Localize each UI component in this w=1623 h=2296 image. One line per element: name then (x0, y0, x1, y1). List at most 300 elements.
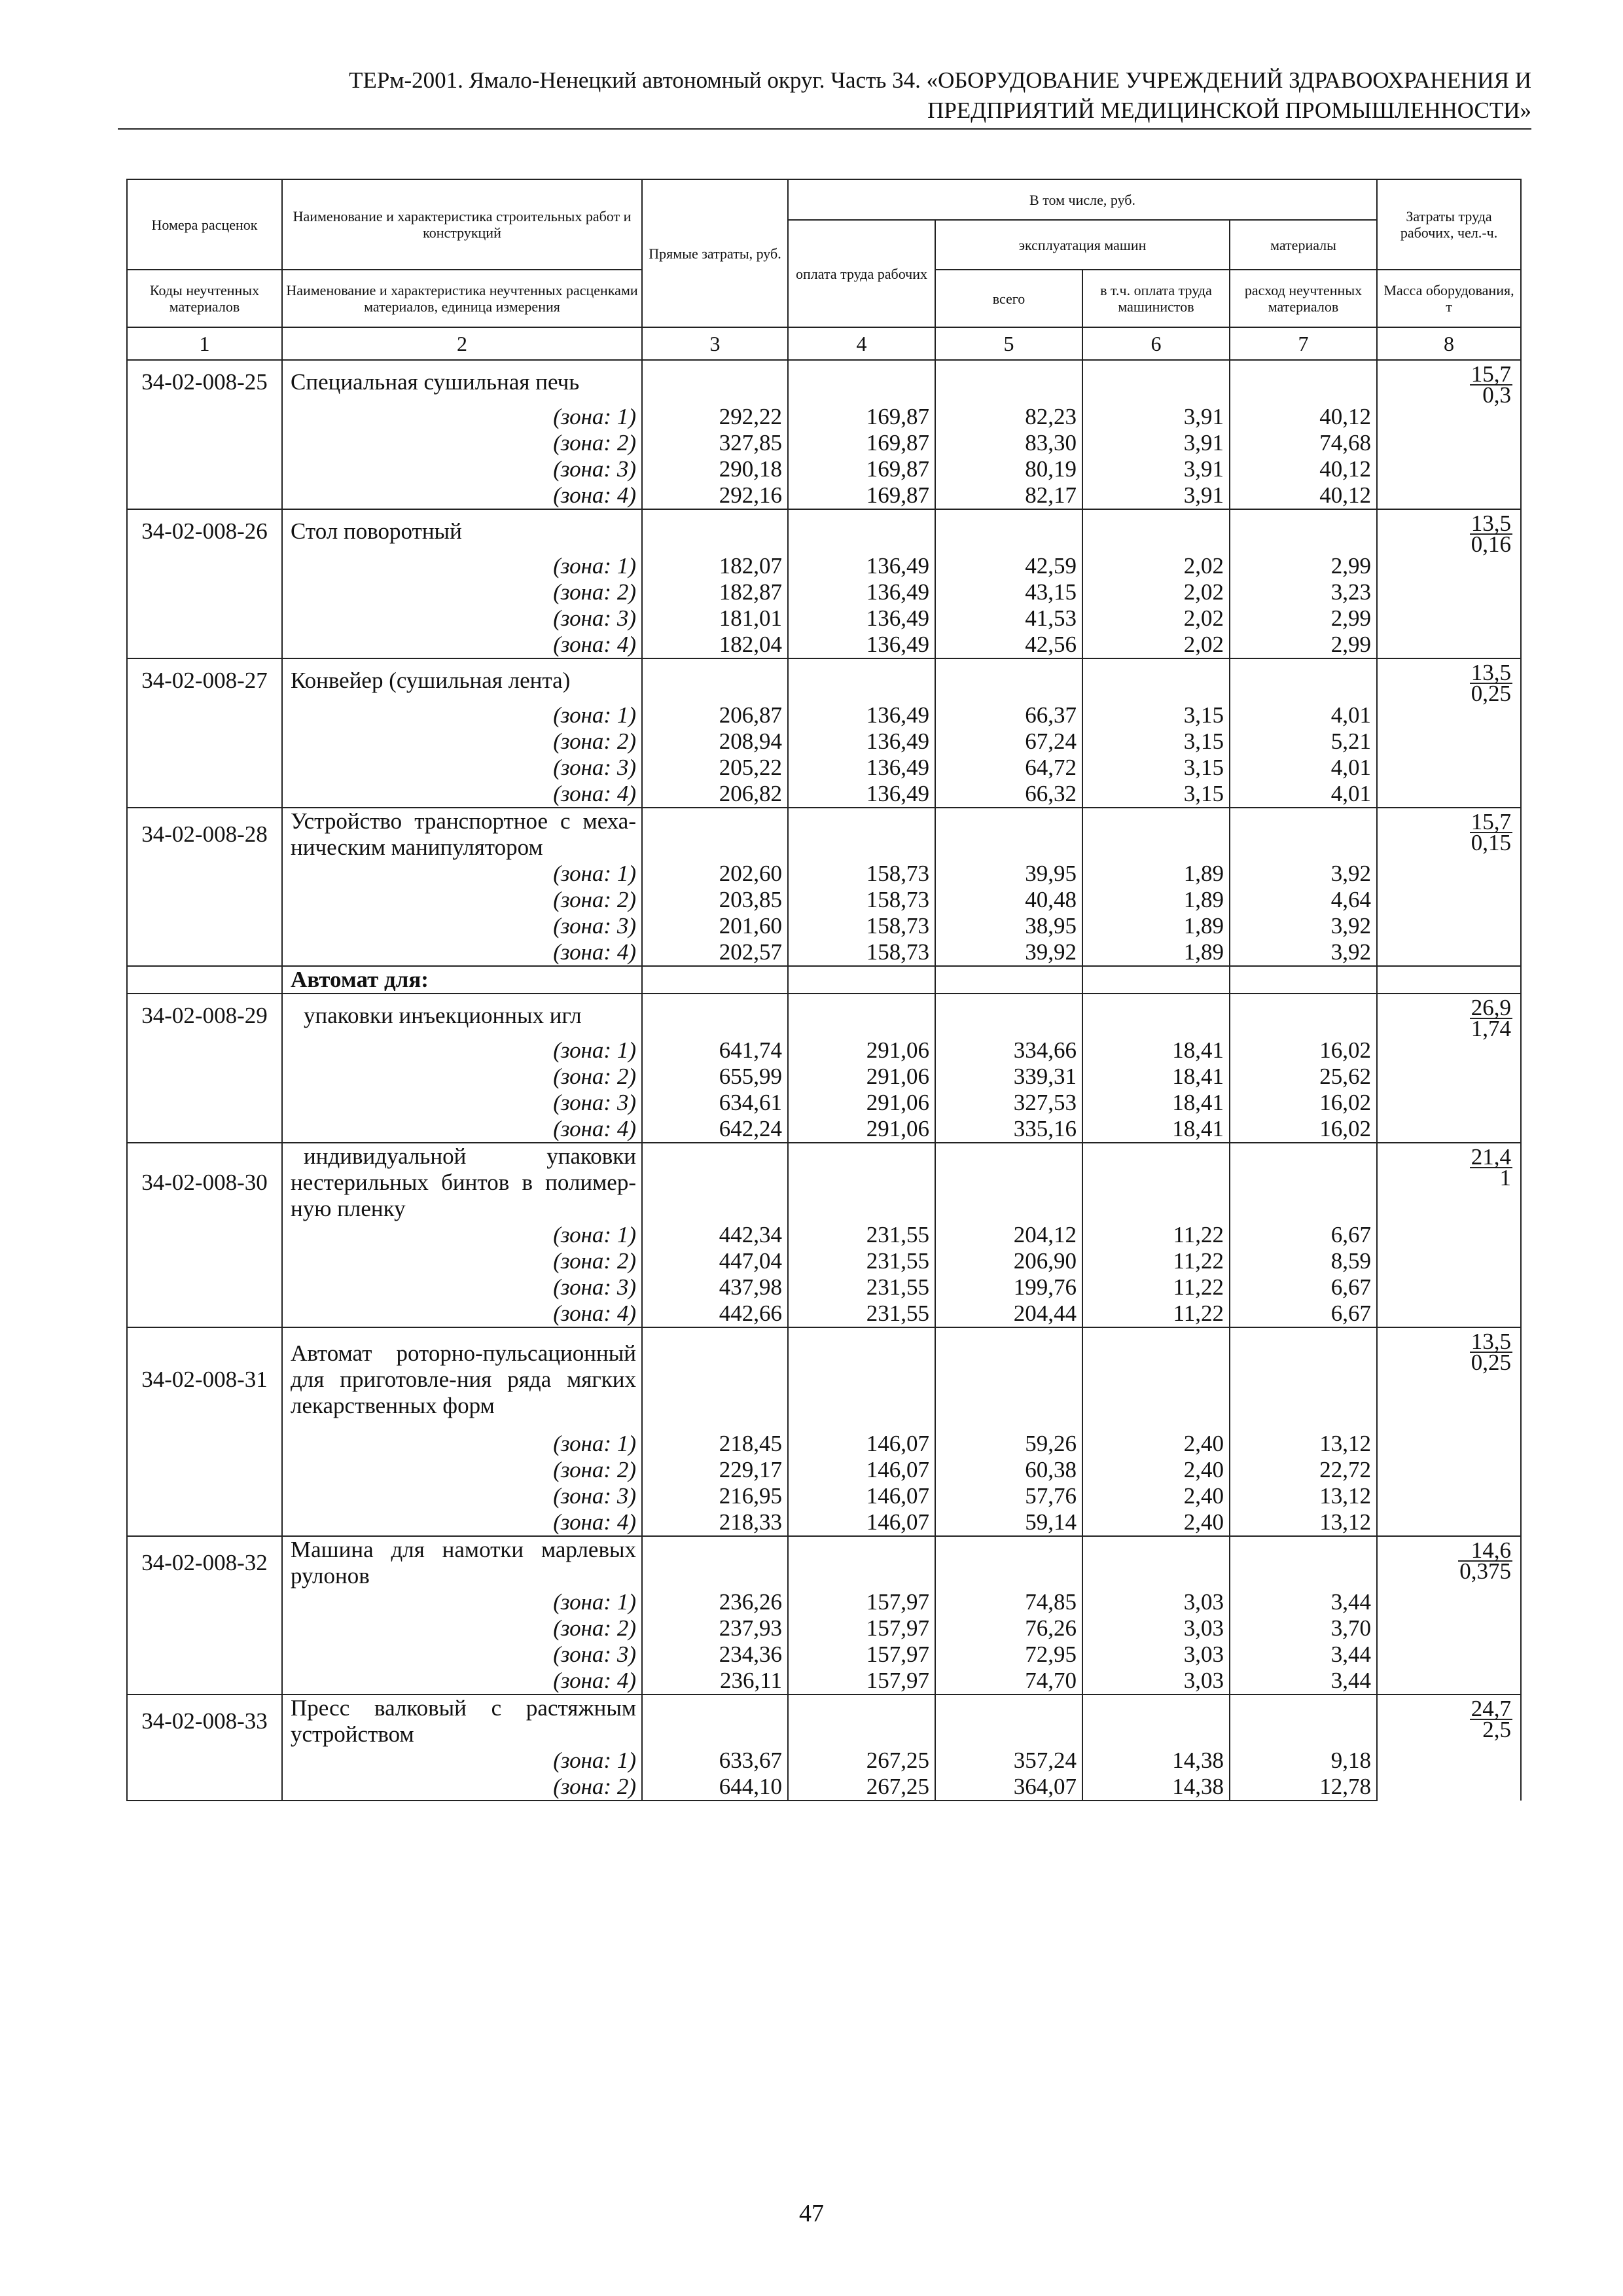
empty-cell (127, 1090, 282, 1116)
empty-cell (127, 482, 282, 509)
empty-cell (935, 994, 1082, 1037)
materials-value: 16,02 (1230, 1116, 1377, 1143)
zone-label: (зона: 4) (282, 1300, 642, 1327)
zone-row (127, 755, 1521, 781)
operator-wages-value: 1,89 (1082, 861, 1230, 887)
worker-wages-value: 291,06 (788, 1090, 935, 1116)
machines-total-value: 83,30 (935, 430, 1082, 456)
column-numbers-row (127, 327, 1521, 360)
materials-value: 40,12 (1230, 456, 1377, 482)
direct-costs-value: 203,85 (642, 887, 788, 913)
operator-wages-value: 2,02 (1082, 632, 1230, 658)
zone-label: (зона: 2) (282, 887, 642, 913)
materials-value: 74,68 (1230, 430, 1377, 456)
empty-cell (642, 1695, 788, 1748)
empty-cell (935, 1143, 1082, 1222)
empty-cell (127, 1668, 282, 1695)
materials-value: 22,72 (1230, 1457, 1377, 1483)
materials-value: 6,67 (1230, 1300, 1377, 1327)
operator-wages-value: 1,89 (1082, 887, 1230, 913)
labor-and-mass (1377, 994, 1521, 1143)
equipment-mass-value: 0,375 (1459, 1558, 1512, 1584)
direct-costs-value: 634,61 (642, 1090, 788, 1116)
materials-value: 4,01 (1230, 702, 1377, 728)
table-header (127, 179, 1521, 360)
materials-value: 40,12 (1230, 404, 1377, 430)
rate-name: Специальная сушильная печь (282, 360, 642, 404)
rate-name: Пресс валковый с растяжным устройством (282, 1695, 642, 1748)
materials-value: 40,12 (1230, 482, 1377, 509)
machines-total-value: 82,17 (935, 482, 1082, 509)
empty-cell (1230, 966, 1377, 994)
operator-wages-value: 2,40 (1082, 1509, 1230, 1536)
machines-total-value: 206,90 (935, 1248, 1082, 1274)
rate-name: Конвейер (сушильная лента) (282, 658, 642, 702)
materials-value: 13,12 (1230, 1483, 1377, 1509)
worker-wages-value: 231,55 (788, 1248, 935, 1274)
zone-row (127, 1509, 1521, 1536)
header-line-1: ТЕРм-2001. Ямало-Ненецкий автономный округ. Часть 34. «ОБОРУДОВАНИЕ УЧРЕЖДЕНИЙ ЗДРАВООХРАНЕНИЯ И (349, 67, 1531, 93)
operator-wages-value: 3,15 (1082, 728, 1230, 755)
zone-row (127, 887, 1521, 913)
materials-value: 2,99 (1230, 605, 1377, 632)
header-work-name: Наименование и характеристика строительных работ и конструкций (282, 179, 642, 270)
materials-value: 16,02 (1230, 1090, 1377, 1116)
operator-wages-value: 2,40 (1082, 1457, 1230, 1483)
rate-code: 34-02-008-29 (127, 994, 282, 1037)
header-rate-numbers: Номера расценок (127, 179, 282, 270)
direct-costs-value: 201,60 (642, 913, 788, 939)
rate-name: Стол поворотный (282, 509, 642, 553)
empty-cell (1377, 966, 1521, 994)
zone-row (127, 632, 1521, 658)
operator-wages-value: 11,22 (1082, 1300, 1230, 1327)
empty-cell (127, 1483, 282, 1509)
header-labor-costs: Затраты труда рабочих, чел.-ч. (1377, 179, 1521, 270)
zone-row (127, 1222, 1521, 1248)
zone-row (127, 1090, 1521, 1116)
labor-mass-fraction (1470, 1696, 1512, 1742)
labor-costs-value: 24,7 (1471, 1696, 1512, 1721)
labor-costs-value: 21,4 (1471, 1144, 1512, 1170)
worker-wages-value: 136,49 (788, 755, 935, 781)
direct-costs-value: 181,01 (642, 605, 788, 632)
empty-cell (1082, 360, 1230, 404)
direct-costs-value: 644,10 (642, 1774, 788, 1801)
empty-cell (127, 781, 282, 808)
header-worker-wages: оплата труда рабочих (788, 220, 935, 327)
materials-value: 16,02 (1230, 1037, 1377, 1064)
direct-costs-value: 216,95 (642, 1483, 788, 1509)
empty-cell (127, 579, 282, 605)
header-machine-operation: эксплуатация машин (935, 220, 1230, 270)
direct-costs-value: 218,33 (642, 1509, 788, 1536)
empty-cell (1230, 1327, 1377, 1431)
zone-label: (зона: 4) (282, 1668, 642, 1695)
rate-name: индивидуальной упаковки нестерильных бинтов в полимер-ную пленку (282, 1143, 642, 1222)
empty-cell (1082, 966, 1230, 994)
worker-wages-value: 231,55 (788, 1274, 935, 1300)
zone-row (127, 1774, 1521, 1801)
empty-cell (642, 1536, 788, 1589)
column-number: 1 (127, 327, 282, 360)
operator-wages-value: 3,15 (1082, 755, 1230, 781)
operator-wages-value: 3,15 (1082, 702, 1230, 728)
labor-and-mass (1377, 658, 1521, 808)
zone-row (127, 1748, 1521, 1774)
worker-wages-value: 158,73 (788, 913, 935, 939)
operator-wages-value: 18,41 (1082, 1090, 1230, 1116)
zone-row (127, 1457, 1521, 1483)
operator-wages-value: 18,41 (1082, 1064, 1230, 1090)
materials-value: 6,67 (1230, 1274, 1377, 1300)
direct-costs-value: 327,85 (642, 430, 788, 456)
machines-total-value: 40,48 (935, 887, 1082, 913)
machines-total-value: 334,66 (935, 1037, 1082, 1064)
worker-wages-value: 157,97 (788, 1615, 935, 1641)
empty-cell (935, 1695, 1082, 1748)
labor-mass-fraction (1470, 995, 1512, 1041)
machines-total-value: 339,31 (935, 1064, 1082, 1090)
direct-costs-value: 655,99 (642, 1064, 788, 1090)
direct-costs-value: 236,26 (642, 1589, 788, 1615)
zone-label: (зона: 3) (282, 1641, 642, 1668)
empty-cell (788, 658, 935, 702)
rate-title-row (127, 360, 1521, 404)
direct-costs-value: 292,22 (642, 404, 788, 430)
equipment-mass-value: 2,5 (1482, 1717, 1512, 1742)
materials-value: 4,01 (1230, 755, 1377, 781)
equipment-mass-value: 0,16 (1471, 531, 1512, 557)
direct-costs-value: 236,11 (642, 1668, 788, 1695)
empty-cell (127, 1037, 282, 1064)
direct-costs-value: 202,57 (642, 939, 788, 966)
zone-row (127, 430, 1521, 456)
empty-cell (127, 702, 282, 728)
empty-cell (1230, 1695, 1377, 1748)
direct-costs-value: 182,07 (642, 553, 788, 579)
zone-label: (зона: 3) (282, 1483, 642, 1509)
machines-total-value: 67,24 (935, 728, 1082, 755)
zone-row (127, 939, 1521, 966)
zone-label: (зона: 1) (282, 404, 642, 430)
labor-costs-value: 13,5 (1471, 511, 1512, 536)
materials-value: 8,59 (1230, 1248, 1377, 1274)
worker-wages-value: 136,49 (788, 579, 935, 605)
worker-wages-value: 157,97 (788, 1641, 935, 1668)
empty-cell (788, 1536, 935, 1589)
materials-value: 3,70 (1230, 1615, 1377, 1641)
empty-cell (127, 728, 282, 755)
worker-wages-value: 291,06 (788, 1064, 935, 1090)
zone-row (127, 913, 1521, 939)
worker-wages-value: 158,73 (788, 887, 935, 913)
materials-value: 25,62 (1230, 1064, 1377, 1090)
materials-value: 5,21 (1230, 728, 1377, 755)
rate-code: 34-02-008-31 (127, 1327, 282, 1431)
zone-label: (зона: 3) (282, 605, 642, 632)
rate-code: 34-02-008-27 (127, 658, 282, 702)
worker-wages-value: 146,07 (788, 1483, 935, 1509)
zone-label: (зона: 3) (282, 1090, 642, 1116)
zone-row (127, 605, 1521, 632)
column-number: 2 (282, 327, 642, 360)
operator-wages-value: 14,38 (1082, 1774, 1230, 1801)
materials-value: 4,64 (1230, 887, 1377, 913)
worker-wages-value: 146,07 (788, 1509, 935, 1536)
operator-wages-value: 3,03 (1082, 1668, 1230, 1695)
worker-wages-value: 267,25 (788, 1774, 935, 1801)
worker-wages-value: 136,49 (788, 605, 935, 632)
empty-cell (788, 1327, 935, 1431)
column-number: 3 (642, 327, 788, 360)
empty-cell (1230, 1536, 1377, 1589)
materials-value: 3,44 (1230, 1589, 1377, 1615)
materials-value: 3,44 (1230, 1641, 1377, 1668)
machines-total-value: 39,95 (935, 861, 1082, 887)
empty-cell (642, 509, 788, 553)
operator-wages-value: 3,91 (1082, 456, 1230, 482)
zone-row (127, 1037, 1521, 1064)
rate-title-row (127, 1327, 1521, 1431)
empty-cell (935, 808, 1082, 861)
labor-and-mass (1377, 360, 1521, 509)
direct-costs-value: 237,93 (642, 1615, 788, 1641)
empty-cell (642, 1327, 788, 1431)
zone-row (127, 702, 1521, 728)
empty-cell (127, 1431, 282, 1457)
machines-total-value: 72,95 (935, 1641, 1082, 1668)
worker-wages-value: 146,07 (788, 1431, 935, 1457)
machines-total-value: 64,72 (935, 755, 1082, 781)
direct-costs-value: 182,04 (642, 632, 788, 658)
materials-value: 6,67 (1230, 1222, 1377, 1248)
zone-row (127, 1248, 1521, 1274)
empty-cell (788, 994, 935, 1037)
labor-costs-value: 14,6 (1458, 1541, 1512, 1562)
operator-wages-value: 3,15 (1082, 781, 1230, 808)
operator-wages-value: 3,91 (1082, 430, 1230, 456)
worker-wages-value: 157,97 (788, 1589, 935, 1615)
rates-table (126, 179, 1522, 1801)
direct-costs-value: 234,36 (642, 1641, 788, 1668)
materials-value: 13,12 (1230, 1431, 1377, 1457)
empty-cell (1230, 509, 1377, 553)
empty-cell (127, 1641, 282, 1668)
materials-value: 3,92 (1230, 861, 1377, 887)
machines-total-value: 38,95 (935, 913, 1082, 939)
direct-costs-value: 206,87 (642, 702, 788, 728)
zone-row (127, 1064, 1521, 1090)
operator-wages-value: 2,02 (1082, 605, 1230, 632)
empty-cell (935, 1536, 1082, 1589)
empty-cell (1082, 658, 1230, 702)
empty-cell (127, 755, 282, 781)
empty-cell (1082, 808, 1230, 861)
header-material-names: Наименование и характеристика неучтенных расценками материалов, единица измерения (282, 270, 642, 327)
empty-cell (127, 1457, 282, 1483)
machines-total-value: 42,59 (935, 553, 1082, 579)
table-body (127, 360, 1521, 1801)
header-in-total: В том числе, руб. (788, 179, 1377, 220)
zone-row (127, 861, 1521, 887)
zone-label: (зона: 2) (282, 579, 642, 605)
worker-wages-value: 231,55 (788, 1222, 935, 1248)
zone-label: (зона: 2) (282, 1064, 642, 1090)
zone-label: (зона: 2) (282, 1248, 642, 1274)
column-number: 6 (1082, 327, 1230, 360)
rate-title-row (127, 808, 1521, 861)
column-number: 4 (788, 327, 935, 360)
labor-mass-fraction (1470, 809, 1512, 855)
machines-total-value: 66,32 (935, 781, 1082, 808)
machines-total-value: 327,53 (935, 1090, 1082, 1116)
empty-cell (1230, 994, 1377, 1037)
direct-costs-value: 229,17 (642, 1457, 788, 1483)
worker-wages-value: 157,97 (788, 1668, 935, 1695)
zone-row (127, 1300, 1521, 1327)
header-direct-costs: Прямые затраты, руб. (642, 179, 788, 327)
worker-wages-value: 169,87 (788, 456, 935, 482)
header-line-2: ПРЕДПРИЯТИЙ МЕДИЦИНСКОЙ ПРОМЫШЛЕННОСТИ» (927, 98, 1531, 123)
zone-label: (зона: 3) (282, 755, 642, 781)
direct-costs-value: 292,16 (642, 482, 788, 509)
empty-cell (127, 1222, 282, 1248)
header-rule (118, 128, 1531, 130)
worker-wages-value: 169,87 (788, 404, 935, 430)
direct-costs-value: 447,04 (642, 1248, 788, 1274)
zone-row (127, 553, 1521, 579)
direct-costs-value: 206,82 (642, 781, 788, 808)
labor-mass-fraction (1470, 511, 1512, 557)
worker-wages-value: 267,25 (788, 1748, 935, 1774)
operator-wages-value: 18,41 (1082, 1116, 1230, 1143)
materials-value: 3,92 (1230, 939, 1377, 966)
empty-cell (642, 1143, 788, 1222)
empty-cell (935, 360, 1082, 404)
worker-wages-value: 169,87 (788, 482, 935, 509)
materials-value: 3,92 (1230, 913, 1377, 939)
rate-code: 34-02-008-28 (127, 808, 282, 861)
empty-cell (1230, 1143, 1377, 1222)
zone-row (127, 1274, 1521, 1300)
worker-wages-value: 158,73 (788, 861, 935, 887)
operator-wages-value: 11,22 (1082, 1222, 1230, 1248)
zone-row (127, 404, 1521, 430)
operator-wages-value: 2,02 (1082, 553, 1230, 579)
empty-cell (127, 430, 282, 456)
empty-cell (642, 658, 788, 702)
empty-cell (127, 913, 282, 939)
worker-wages-value: 291,06 (788, 1037, 935, 1064)
materials-value: 2,99 (1230, 632, 1377, 658)
empty-cell (127, 404, 282, 430)
column-number: 5 (935, 327, 1082, 360)
zone-row (127, 579, 1521, 605)
equipment-mass-value: 0,15 (1471, 830, 1512, 855)
direct-costs-value: 208,94 (642, 728, 788, 755)
zone-label: (зона: 2) (282, 1615, 642, 1641)
machines-total-value: 76,26 (935, 1615, 1082, 1641)
zone-label: (зона: 3) (282, 456, 642, 482)
zone-label: (зона: 2) (282, 430, 642, 456)
empty-cell (127, 1274, 282, 1300)
empty-cell (127, 1748, 282, 1774)
empty-cell (1082, 1536, 1230, 1589)
empty-cell (127, 553, 282, 579)
machines-total-value: 199,76 (935, 1274, 1082, 1300)
labor-mass-fraction (1458, 1537, 1512, 1584)
empty-cell (1082, 994, 1230, 1037)
zone-label: (зона: 4) (282, 781, 642, 808)
equipment-mass-value: 0,25 (1471, 681, 1512, 706)
operator-wages-value: 1,89 (1082, 913, 1230, 939)
direct-costs-value: 442,34 (642, 1222, 788, 1248)
empty-cell (935, 966, 1082, 994)
empty-cell (127, 1248, 282, 1274)
rate-title-row (127, 1536, 1521, 1589)
machines-total-value: 41,53 (935, 605, 1082, 632)
zone-label: (зона: 1) (282, 1748, 642, 1774)
empty-cell (1082, 1327, 1230, 1431)
header-machines-total: всего (935, 270, 1082, 327)
direct-costs-value: 641,74 (642, 1037, 788, 1064)
header-material-codes: Коды неучтенных материалов (127, 270, 282, 327)
labor-and-mass (1377, 1695, 1521, 1801)
empty-cell (935, 1327, 1082, 1431)
empty-cell (127, 966, 282, 994)
machines-total-value: 42,56 (935, 632, 1082, 658)
empty-cell (788, 1143, 935, 1222)
machines-total-value: 59,26 (935, 1431, 1082, 1457)
zone-row (127, 1668, 1521, 1695)
empty-cell (935, 658, 1082, 702)
worker-wages-value: 146,07 (788, 1457, 935, 1483)
empty-cell (127, 1064, 282, 1090)
labor-costs-value: 15,7 (1471, 361, 1512, 387)
equipment-mass-value: 1 (1499, 1165, 1512, 1191)
zone-label: (зона: 4) (282, 482, 642, 509)
zone-row (127, 1641, 1521, 1668)
zone-label: (зона: 1) (282, 553, 642, 579)
machines-total-value: 59,14 (935, 1509, 1082, 1536)
zone-label: (зона: 1) (282, 1431, 642, 1457)
direct-costs-value: 442,66 (642, 1300, 788, 1327)
materials-value: 4,01 (1230, 781, 1377, 808)
labor-costs-value: 13,5 (1471, 660, 1512, 685)
operator-wages-value: 3,91 (1082, 482, 1230, 509)
worker-wages-value: 136,49 (788, 781, 935, 808)
direct-costs-value: 290,18 (642, 456, 788, 482)
materials-value: 9,18 (1230, 1748, 1377, 1774)
zone-label: (зона: 1) (282, 861, 642, 887)
zone-row (127, 456, 1521, 482)
direct-costs-value: 205,22 (642, 755, 788, 781)
operator-wages-value: 3,91 (1082, 404, 1230, 430)
worker-wages-value: 169,87 (788, 430, 935, 456)
machines-total-value: 204,12 (935, 1222, 1082, 1248)
empty-cell (1082, 1143, 1230, 1222)
empty-cell (127, 1589, 282, 1615)
equipment-mass-value: 0,25 (1471, 1350, 1512, 1375)
rate-name: упаковки инъекционных игл (282, 994, 642, 1037)
running-header (118, 65, 1531, 126)
empty-cell (788, 966, 935, 994)
machines-total-value: 335,16 (935, 1116, 1082, 1143)
empty-cell (1082, 1695, 1230, 1748)
column-number: 7 (1230, 327, 1377, 360)
empty-cell (788, 808, 935, 861)
